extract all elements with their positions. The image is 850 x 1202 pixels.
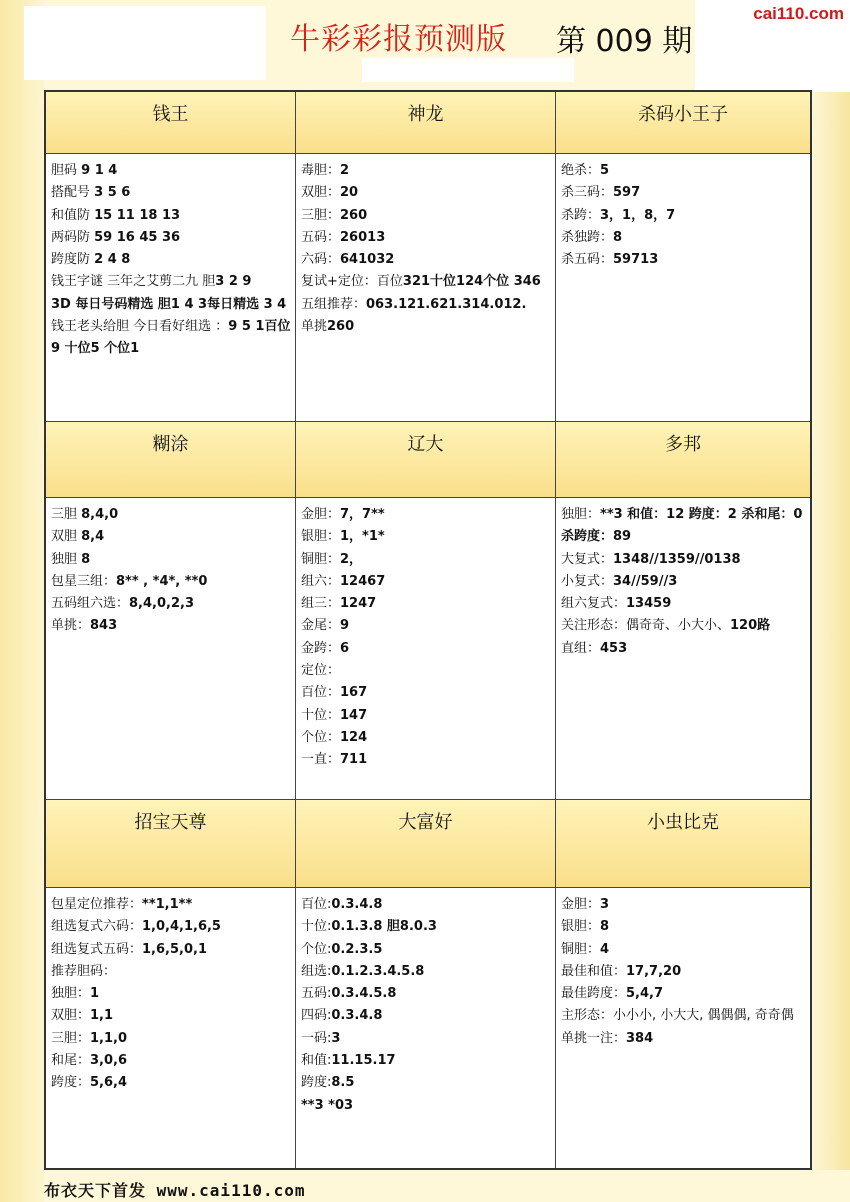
prediction-line	[51, 1072, 291, 1094]
prediction-line	[51, 227, 291, 249]
prediction-line	[301, 749, 551, 771]
line-value: 120路	[730, 618, 771, 634]
prediction-line	[51, 160, 291, 182]
line-label: 双胆：	[51, 1008, 91, 1024]
line-label: 铜胆：	[301, 551, 341, 567]
prediction-line	[301, 1095, 551, 1117]
cell-title: 杀码小王子	[556, 92, 810, 154]
line-label: 组三：	[301, 596, 341, 612]
prediction-cell	[46, 422, 296, 800]
line-label: 五码:	[301, 986, 332, 1002]
prediction-line	[301, 205, 551, 227]
prediction-line	[301, 249, 551, 271]
cell-body	[556, 498, 810, 660]
line-label: 两码防	[51, 229, 95, 245]
line-value: 711	[340, 752, 368, 768]
cell-title: 神龙	[296, 92, 555, 154]
line-value: 5,4,7	[626, 986, 664, 1002]
line-label: 六码：	[301, 252, 341, 268]
line-value: 1	[90, 986, 100, 1002]
cell-body	[556, 154, 810, 271]
line-label: 直组：	[561, 640, 601, 656]
line-label: 单挑一注：	[561, 1030, 627, 1046]
line-label: 绝杀：	[561, 163, 601, 178]
line-label: 关注形态：偶奇奇、小大小、	[561, 618, 731, 634]
cell-body	[296, 888, 555, 1117]
line-value: 15 11 18 13	[94, 207, 181, 223]
prediction-line	[301, 983, 551, 1005]
line-label: 最佳跨度：	[561, 986, 627, 1002]
prediction-line	[301, 705, 551, 727]
line-value: 8,4,0,2,3	[129, 596, 194, 612]
prediction-line	[51, 504, 291, 526]
prediction-line	[51, 593, 291, 615]
prediction-line	[51, 1028, 291, 1050]
line-label: 推荐胆码：	[51, 963, 117, 979]
prediction-line	[301, 1072, 551, 1094]
prediction-line	[561, 182, 806, 204]
prediction-cell	[46, 92, 296, 422]
cell-title: 糊涂	[46, 422, 295, 498]
line-label: 百位：	[301, 685, 341, 701]
line-label: 独胆	[51, 551, 82, 567]
line-label: 组六：	[301, 573, 341, 589]
line-value: 3 2 9	[215, 274, 252, 290]
prediction-line	[301, 593, 551, 615]
line-value: 8	[613, 229, 623, 245]
prediction-line	[51, 1050, 291, 1072]
prediction-line	[561, 983, 806, 1005]
line-value: 1348//1359//0138	[613, 551, 741, 567]
cell-body	[556, 888, 810, 1050]
page-title: 牛彩彩报预测版	[290, 22, 507, 57]
line-value: 3	[331, 1030, 341, 1046]
line-value: 2，	[340, 551, 363, 567]
prediction-cell	[556, 92, 810, 422]
line-value: 20	[340, 185, 359, 201]
line-value: 3,0,6	[90, 1053, 128, 1069]
line-label: 一直：	[301, 752, 341, 768]
line-label: 和值:	[301, 1053, 332, 1069]
prediction-cell	[46, 800, 296, 1168]
line-label: 独胆：	[561, 507, 601, 522]
line-value: 17,7,20	[626, 963, 682, 979]
line-label: 最佳和值：	[561, 963, 627, 979]
prediction-line	[301, 682, 551, 704]
prediction-line	[301, 227, 551, 249]
line-label: 双胆	[51, 529, 82, 545]
prediction-line	[561, 160, 806, 182]
line-label: 主形态：小小小, 小大大, 偶偶偶, 奇奇偶	[561, 1008, 794, 1024]
blank-box-left	[24, 6, 266, 80]
line-label: 四码:	[301, 1008, 332, 1024]
prediction-line	[301, 571, 551, 593]
prediction-line	[301, 894, 551, 916]
prediction-line	[561, 894, 806, 916]
prediction-line	[561, 615, 806, 637]
prediction-line	[561, 1005, 806, 1027]
line-value: 13459	[626, 596, 672, 612]
line-value: 2	[340, 163, 350, 178]
line-label: 杀独跨：	[561, 229, 614, 245]
line-label: 包星三组：	[51, 573, 117, 589]
prediction-line	[561, 504, 806, 549]
line-label: 个位:	[301, 941, 332, 957]
prediction-line	[301, 916, 551, 938]
prediction-cell	[296, 422, 556, 800]
prediction-line	[301, 549, 551, 571]
line-value: 147	[340, 707, 368, 723]
line-value: 1，*1*	[340, 529, 385, 545]
line-value: 8.5	[331, 1075, 355, 1091]
prediction-line	[561, 593, 806, 615]
line-value: 6	[340, 640, 350, 656]
line-value: 3 5 6	[94, 185, 131, 201]
line-value: 8** , *4*, **0	[116, 573, 208, 589]
line-value: 8,4	[81, 529, 105, 545]
line-label: 组选复式六码：	[51, 919, 143, 935]
line-label: 金胆：	[301, 507, 341, 522]
cell-title: 大富好	[296, 800, 555, 888]
prediction-line	[301, 638, 551, 660]
line-label: 金尾：	[301, 618, 341, 634]
line-value: 124	[340, 729, 368, 745]
line-label: 杀三码：	[561, 185, 614, 201]
line-value: 0.3.4.8	[331, 1008, 383, 1024]
line-label: 五组推荐：	[301, 296, 367, 312]
line-value: 0.1.3.8 胆8.0.3	[331, 919, 437, 935]
line-value: 641032	[340, 252, 395, 268]
line-label: 银胆：	[561, 919, 601, 935]
prediction-line	[561, 939, 806, 961]
line-value: 1,0,4,1,6,5	[142, 919, 221, 935]
prediction-line	[51, 615, 291, 637]
cell-body	[296, 498, 555, 772]
line-label: 和尾：	[51, 1053, 91, 1069]
prediction-line	[301, 504, 551, 526]
prediction-line	[301, 271, 551, 293]
prediction-line	[561, 227, 806, 249]
prediction-grid	[44, 90, 812, 1170]
prediction-line	[301, 160, 551, 182]
line-value: 3	[600, 897, 610, 912]
brand-link[interactable]: cai110.com	[753, 4, 844, 23]
line-label: 三胆：	[51, 1030, 91, 1046]
line-value: 4	[600, 941, 610, 957]
footer-text: 布衣天下首发 www.cai110.com	[44, 1181, 306, 1200]
prediction-line	[561, 205, 806, 227]
prediction-line	[51, 894, 291, 916]
line-value: 0.1.2.3.4.5.8	[331, 963, 425, 979]
prediction-cell	[296, 800, 556, 1168]
line-label: 杀跨：	[561, 207, 601, 223]
line-label: 钱王字谜 三年之艾剪二九 胆	[51, 274, 216, 290]
line-value: 7，7**	[340, 507, 385, 522]
cell-body	[296, 154, 555, 338]
line-value: 3，1，8，7	[600, 207, 676, 223]
line-value: 167	[340, 685, 368, 701]
line-value: 9 5 1百位9 十位5 个位1	[51, 319, 291, 357]
line-label: 一码:	[301, 1030, 332, 1046]
line-value: 1,1,0	[90, 1030, 128, 1046]
line-value: 260	[327, 319, 355, 335]
line-label: 复试+定位：百位	[301, 274, 403, 290]
line-label: 个位：	[301, 729, 341, 745]
right-decor-stripe	[812, 90, 850, 1170]
line-label: 搭配号	[51, 185, 95, 201]
prediction-line	[301, 1050, 551, 1072]
line-value: 34//59//3	[613, 573, 678, 589]
line-label: 毒胆：	[301, 163, 341, 178]
cell-title: 多邦	[556, 422, 810, 498]
prediction-line	[301, 961, 551, 983]
prediction-line	[51, 249, 291, 271]
line-value: 8,4,0	[81, 507, 119, 522]
prediction-line	[51, 316, 291, 361]
line-label: 百位:	[301, 897, 332, 912]
line-label: 大复式：	[561, 551, 614, 567]
prediction-line	[51, 571, 291, 593]
prediction-cell	[296, 92, 556, 422]
line-value: 321十位124个位 346	[402, 274, 541, 290]
line-value: 5	[600, 163, 610, 178]
line-value: 11.15.17	[331, 1053, 396, 1069]
line-label: 三胆	[51, 507, 82, 522]
line-label: 铜胆：	[561, 941, 601, 957]
prediction-line	[301, 727, 551, 749]
prediction-line	[301, 1005, 551, 1027]
issue-number: 第 009 期	[556, 24, 693, 59]
line-value: 59713	[613, 252, 659, 268]
line-value: 1,1	[90, 1008, 114, 1024]
line-label: 杀五码：	[561, 252, 614, 268]
line-label: 金胆：	[561, 897, 601, 912]
line-value: 0.3.4.8	[331, 897, 383, 912]
line-value: 9 1 4	[81, 163, 118, 178]
prediction-line	[301, 182, 551, 204]
line-value: **3 和值：12 跨度：2 杀和尾：0 杀跨度：89	[561, 507, 803, 545]
line-label: 单挑	[301, 319, 328, 335]
line-label: 独胆：	[51, 986, 91, 1002]
line-value: 384	[626, 1030, 654, 1046]
prediction-line	[561, 916, 806, 938]
line-label: 双胆：	[301, 185, 341, 201]
prediction-line	[301, 939, 551, 961]
line-label: 定位：	[301, 663, 341, 679]
line-label: 包星定位推荐：	[51, 897, 143, 912]
prediction-line	[51, 271, 291, 293]
line-value: 0.3.4.5.8	[331, 986, 397, 1002]
line-label: 胆码	[51, 163, 82, 178]
line-value: 12467	[340, 573, 386, 589]
line-value: 260	[340, 207, 368, 223]
prediction-line	[561, 549, 806, 571]
line-value: 8	[81, 551, 91, 567]
line-label: 五码：	[301, 229, 341, 245]
line-label: 三胆：	[301, 207, 341, 223]
line-value: 063.121.621.314.012.	[366, 296, 527, 312]
prediction-line	[301, 294, 551, 316]
prediction-line	[301, 615, 551, 637]
line-label: 跨度：	[51, 1075, 91, 1091]
cell-body	[46, 498, 295, 638]
line-value: 453	[600, 640, 628, 656]
prediction-cell	[556, 800, 810, 1168]
prediction-line	[561, 249, 806, 271]
prediction-line	[51, 983, 291, 1005]
prediction-line	[561, 638, 806, 660]
left-decor-stripe	[0, 0, 44, 1202]
line-value: 3D 每日号码精选 胆1 4 3每日精选 3 4	[51, 296, 287, 312]
prediction-line	[51, 916, 291, 938]
line-label: 组选:	[301, 963, 332, 979]
prediction-line	[561, 961, 806, 983]
prediction-line	[51, 939, 291, 961]
cell-body	[46, 154, 295, 361]
line-value: 597	[613, 185, 641, 201]
line-value: **3 *03	[301, 1097, 354, 1113]
cell-title: 招宝天尊	[46, 800, 295, 888]
prediction-line	[561, 1028, 806, 1050]
line-value: 8	[600, 919, 610, 935]
prediction-cell	[556, 422, 810, 800]
blank-box-center	[362, 58, 574, 82]
line-label: 和值防	[51, 207, 95, 223]
prediction-line	[301, 1028, 551, 1050]
line-value: 1247	[340, 596, 377, 612]
prediction-line	[301, 316, 551, 338]
cell-title: 辽大	[296, 422, 555, 498]
prediction-line	[301, 660, 551, 682]
line-label: 十位:	[301, 919, 332, 935]
line-label: 银胆：	[301, 529, 341, 545]
prediction-line	[301, 526, 551, 548]
prediction-line	[51, 294, 291, 316]
line-value: 843	[90, 618, 118, 634]
prediction-line	[51, 549, 291, 571]
line-label: 组选复式五码：	[51, 941, 143, 957]
line-value: 1,6,5,0,1	[142, 941, 207, 957]
line-label: 组六复式：	[561, 596, 627, 612]
line-value: 9	[340, 618, 350, 634]
line-label: 跨度防	[51, 252, 95, 268]
line-label: 钱王老头给胆 今日看好组选 ：	[51, 319, 229, 335]
line-value: 2 4 8	[94, 252, 131, 268]
cell-title: 小虫比克	[556, 800, 810, 888]
line-value: 5,6,4	[90, 1075, 128, 1091]
prediction-line	[51, 526, 291, 548]
line-label: 十位：	[301, 707, 341, 723]
line-value: 0.2.3.5	[331, 941, 383, 957]
line-label: 五码组六选：	[51, 596, 130, 612]
prediction-line	[561, 571, 806, 593]
line-label: 跨度:	[301, 1075, 332, 1091]
prediction-line	[51, 205, 291, 227]
prediction-line	[51, 961, 291, 983]
line-value: **1,1**	[142, 897, 193, 912]
line-value: 26013	[340, 229, 386, 245]
line-label: 金跨：	[301, 640, 341, 656]
prediction-line	[51, 1005, 291, 1027]
cell-title: 钱王	[46, 92, 295, 154]
line-label: 小复式：	[561, 573, 614, 589]
prediction-line	[51, 182, 291, 204]
cell-body	[46, 888, 295, 1095]
line-label: 单挑：	[51, 618, 91, 634]
line-value: 59 16 45 36	[94, 229, 181, 245]
